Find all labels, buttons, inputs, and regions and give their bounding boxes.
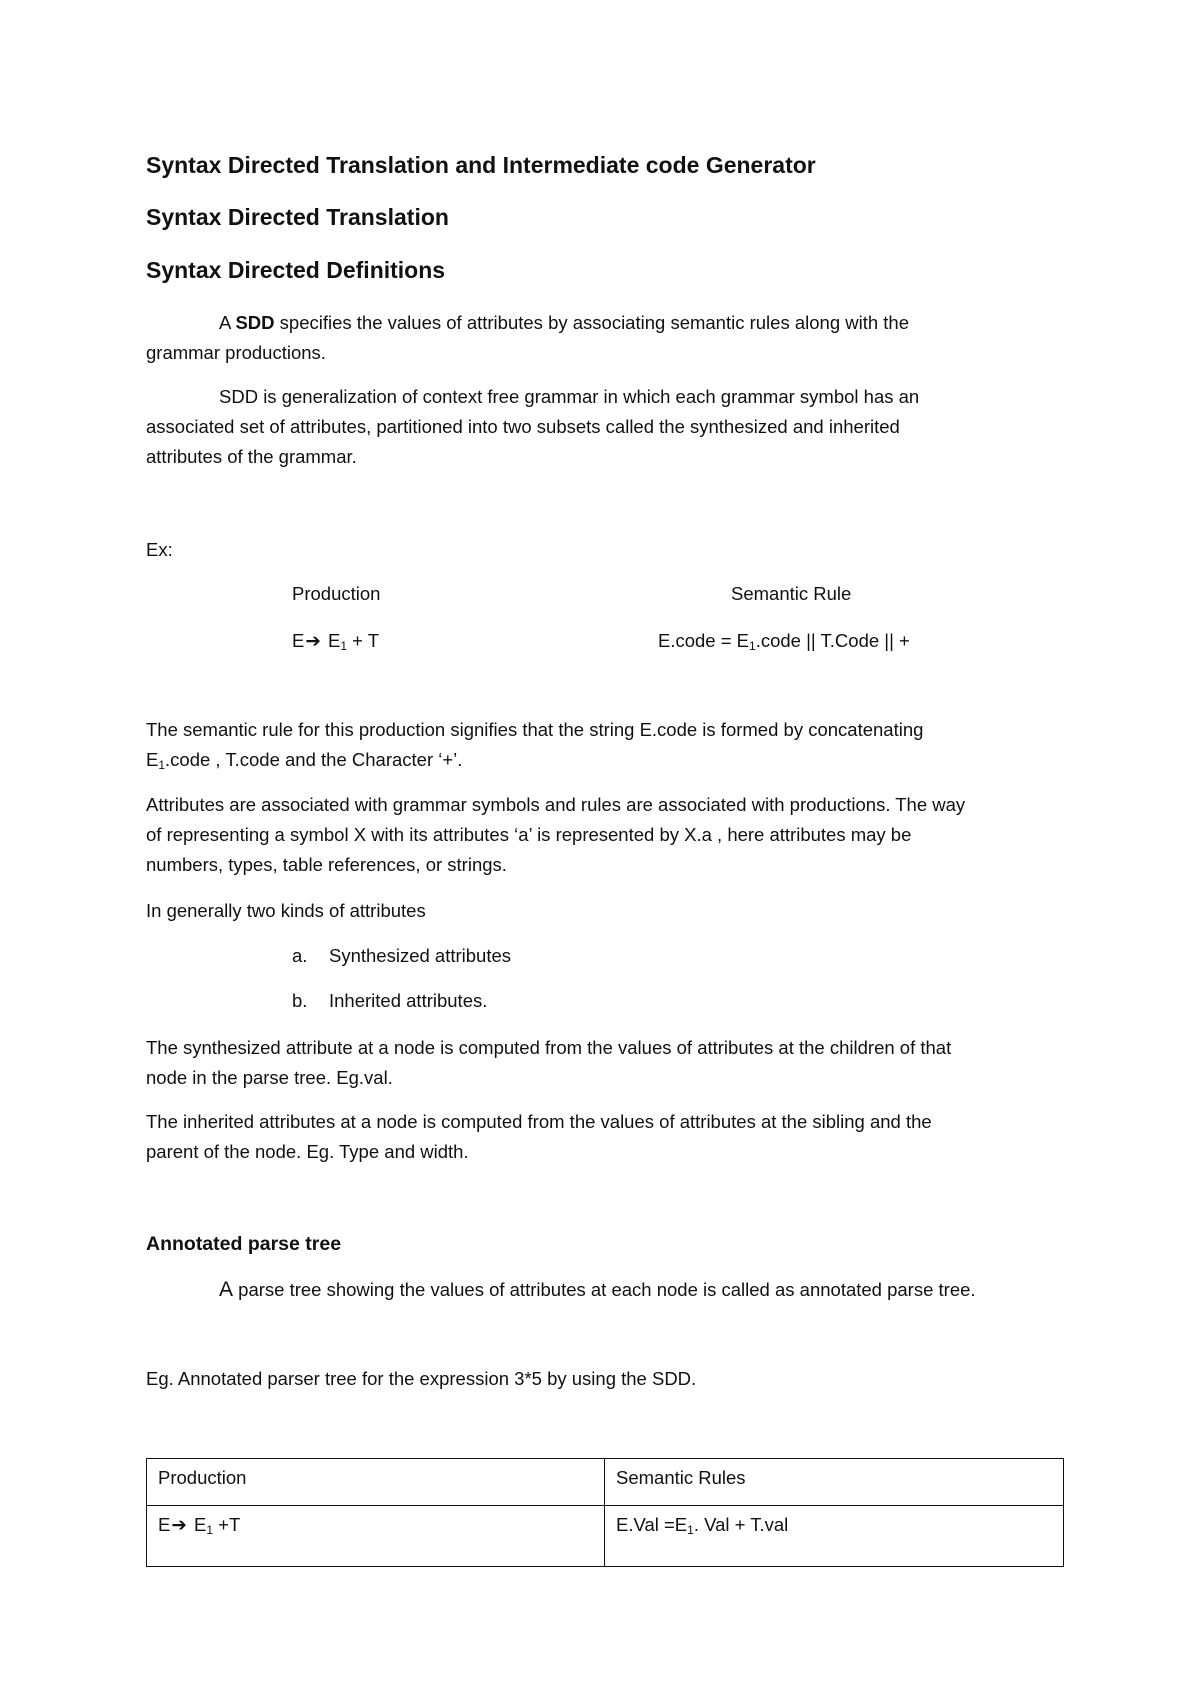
- para5-line2: node in the parse tree. Eg.val.: [146, 1067, 393, 1088]
- para6-line1: The inherited attributes at a node is computed from the values of attributes at the sibling and the: [146, 1111, 932, 1132]
- table-cell: [605, 1506, 1064, 1567]
- annotated-definition: [219, 1279, 976, 1300]
- production-rhs-rest: + T: [347, 630, 380, 651]
- para1-text: specifies the values of attributes by associating semantic rules along with the: [274, 312, 910, 333]
- production-rhs: E: [194, 1514, 207, 1535]
- cell-semantic-rule: [605, 1506, 1063, 1536]
- para3-text: .code , T.code and the Character ‘+’.: [165, 749, 463, 770]
- list-item-synthesized: [292, 945, 512, 966]
- right-arrow-icon: ➔: [305, 630, 321, 651]
- table-row: [147, 1506, 1064, 1567]
- main-title: Syntax Directed Translation and Intermediate code Generator: [146, 152, 816, 178]
- para2-line1: SDD is generalization of context free grammar in which each grammar symbol has an: [219, 386, 920, 407]
- para4-line3: numbers, types, table references, or strings.: [146, 854, 507, 875]
- production-lhs: E: [158, 1514, 171, 1535]
- example-label: Ex:: [146, 539, 173, 560]
- para3-line2: [146, 751, 462, 770]
- section-heading: Syntax Directed Translation: [146, 204, 449, 230]
- para6-line2: parent of the node. Eg. Type and width.: [146, 1141, 469, 1162]
- para5-line1: The synthesized attribute at a node is computed from the values of attributes at the children of that: [146, 1037, 952, 1058]
- right-arrow-icon: ➔: [171, 1514, 187, 1535]
- list-marker: a.: [292, 945, 308, 966]
- list-item-text: Synthesized attributes: [329, 945, 512, 966]
- table-header-cell: [605, 1459, 1064, 1506]
- definition-text: parse tree showing the values of attributes at each node is called as annotated parse tree.: [233, 1279, 976, 1300]
- subscript: 1: [687, 1523, 694, 1537]
- example-production-header: Production: [292, 583, 381, 604]
- list-item-text: Inherited attributes.: [329, 990, 488, 1011]
- rule-text: . Val + T.val: [693, 1514, 789, 1535]
- list-item-inherited: [292, 990, 488, 1011]
- para1-text: A: [219, 312, 236, 333]
- para1-line1: [219, 314, 909, 333]
- production-rhs-rest: +T: [213, 1514, 241, 1535]
- rule-text: E.code = E: [658, 630, 750, 651]
- sdd-table: [146, 1458, 1064, 1567]
- kinds-intro: In generally two kinds of attributes: [146, 900, 426, 921]
- production-rhs: E: [328, 630, 341, 651]
- example-semantic-header: Semantic Rule: [731, 583, 852, 604]
- annotated-example: Eg. Annotated parser tree for the expression 3*5 by using the SDD.: [146, 1368, 697, 1389]
- para3-text: E: [146, 749, 159, 770]
- para1-line2: grammar productions.: [146, 342, 326, 363]
- subscript: 1: [158, 758, 166, 772]
- example-production: [292, 632, 379, 651]
- para3-line1: The semantic rule for this production signifies that the string E.code is formed by concatenating: [146, 719, 924, 740]
- subscript: 1: [749, 639, 756, 653]
- production-lhs: E: [292, 630, 305, 651]
- para2-line2: associated set of attributes, partitioned into two subsets called the synthesized and inherited: [146, 416, 900, 437]
- para4-line2: of representing a symbol X with its attributes ‘a’ is represented by X.a , here attributes may be: [146, 824, 912, 845]
- rule-text: E.Val =E: [616, 1514, 688, 1535]
- subsection-heading: Syntax Directed Definitions: [146, 257, 446, 283]
- rule-text: .code || T.Code || +: [755, 630, 910, 651]
- sdd-bold: SDD: [235, 312, 275, 333]
- table-cell: [147, 1506, 605, 1567]
- cell-production: [147, 1506, 604, 1536]
- table-header-cell: [147, 1459, 605, 1506]
- table-header-row: [147, 1459, 1064, 1506]
- annotated-heading: Annotated parse tree: [146, 1233, 342, 1255]
- drop-letter: A: [219, 1278, 234, 1301]
- para2-line3: attributes of the grammar.: [146, 446, 357, 467]
- header-production: Production: [158, 1467, 247, 1488]
- header-semantic-rules: Semantic Rules: [616, 1467, 746, 1488]
- para4-line1: Attributes are associated with grammar symbols and rules are associated with productions. The way: [146, 794, 966, 815]
- example-semantic-rule: [658, 632, 910, 651]
- subscript: 1: [206, 1523, 214, 1537]
- subscript: 1: [340, 639, 348, 653]
- list-marker: b.: [292, 990, 308, 1011]
